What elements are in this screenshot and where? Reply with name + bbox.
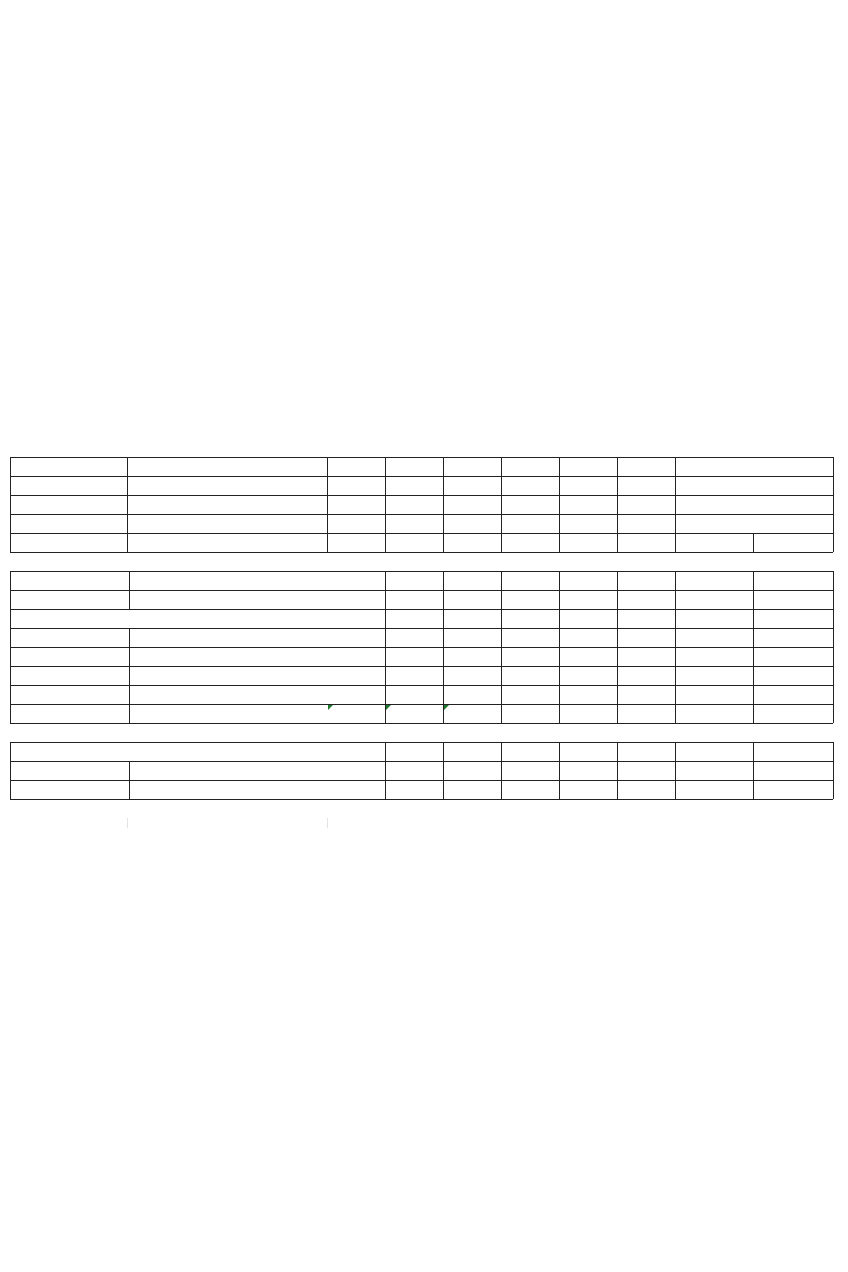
- size-50: [385, 457, 443, 476]
- body-measurement-name: [127, 476, 327, 495]
- measurement-value: [385, 628, 443, 647]
- knit-tolerance: [753, 571, 833, 590]
- textile-tolerance: [675, 666, 753, 685]
- row-border: [10, 457, 833, 458]
- body-measurement-value: [327, 476, 385, 495]
- textile-tolerance: [675, 609, 753, 628]
- measurement-value: [443, 780, 501, 799]
- measurement-value: [385, 590, 443, 609]
- measurement-value: [327, 761, 385, 780]
- row-border: [10, 533, 833, 534]
- knit-tolerance: [753, 742, 833, 761]
- textile-tolerance: [675, 628, 753, 647]
- measurement-value: [385, 780, 443, 799]
- error-indicator-icon: [444, 705, 449, 710]
- column-border: [559, 457, 560, 552]
- measurement-value: [443, 742, 501, 761]
- header-title-line1: [10, 457, 127, 476]
- measurement-value: [385, 609, 443, 628]
- measurement-value: [443, 628, 501, 647]
- column-border: [501, 742, 502, 799]
- column-border: [385, 571, 386, 723]
- column-border: [129, 590, 130, 609]
- textile-tolerance: [675, 590, 753, 609]
- body-measurement-name: [127, 514, 327, 533]
- column-border: [10, 457, 11, 552]
- body-measurement-name: [127, 533, 327, 552]
- column-border: [385, 457, 386, 552]
- measurement-value: [443, 704, 501, 723]
- column-border: [617, 457, 618, 552]
- column-border: [833, 571, 834, 723]
- measurement-value: [327, 685, 385, 704]
- column-border: [753, 533, 754, 552]
- section-title: [10, 723, 833, 742]
- body-measurement-value: [443, 495, 501, 514]
- body-measurement-value: [443, 476, 501, 495]
- measurement-value: [443, 571, 501, 590]
- column-border: [129, 666, 130, 685]
- measurement-value: [385, 666, 443, 685]
- section-title: [10, 552, 833, 571]
- deviation-label-line3: [675, 495, 833, 514]
- body-measurement-value: [327, 533, 385, 552]
- measurement-value: [443, 609, 501, 628]
- deviation-label-line1: [675, 457, 833, 476]
- measurement-value: [327, 742, 385, 761]
- row-border: [10, 514, 833, 515]
- knit-tolerance: [753, 761, 833, 780]
- body-measurement-name: [127, 495, 327, 514]
- knit-tolerance: [753, 628, 833, 647]
- column-border: [617, 742, 618, 799]
- column-border: [443, 742, 444, 799]
- body-measurement-value: [327, 514, 385, 533]
- column-border: [385, 742, 386, 799]
- row-border: [10, 476, 833, 477]
- textile-tolerance: [675, 571, 753, 590]
- column-border: [127, 457, 128, 552]
- measurement-value: [327, 704, 385, 723]
- measurement-value: [443, 685, 501, 704]
- error-indicator-icon: [386, 705, 391, 710]
- measurement-value: [327, 780, 385, 799]
- row-border: [10, 799, 833, 800]
- measurement-value: [385, 704, 443, 723]
- body-measurement-value: [327, 495, 385, 514]
- size-table: [10, 456, 848, 816]
- body-measurement-value: [385, 476, 443, 495]
- column-border: [833, 742, 834, 799]
- measurement-value: [385, 571, 443, 590]
- column-border: [675, 742, 676, 799]
- knit-tolerance: [753, 685, 833, 704]
- body-measurement-value: [385, 533, 443, 552]
- measurement-value: [327, 609, 385, 628]
- column-border: [753, 742, 754, 799]
- column-border: [10, 571, 11, 723]
- column-border: [675, 457, 676, 552]
- column-border: [501, 457, 502, 552]
- textile-tolerance: [675, 685, 753, 704]
- measurement-value: [443, 590, 501, 609]
- column-border: [443, 571, 444, 723]
- textile-tolerance: [675, 761, 753, 780]
- column-border: [559, 571, 560, 723]
- body-measurement-value: [385, 514, 443, 533]
- header-title-line2: [10, 476, 127, 495]
- column-border: [833, 457, 834, 552]
- column-border: [129, 761, 130, 780]
- error-indicator-icon: [328, 705, 333, 710]
- gridline: [327, 818, 328, 828]
- textile-tolerance: [675, 647, 753, 666]
- measurement-value: [327, 571, 385, 590]
- column-border: [501, 571, 502, 723]
- column-border: [753, 571, 754, 723]
- textile-tolerance: [675, 704, 753, 723]
- column-border: [129, 780, 130, 799]
- measurement-value: [385, 685, 443, 704]
- column-border: [559, 742, 560, 799]
- measurement-value: [327, 590, 385, 609]
- column-border: [10, 742, 11, 799]
- textile-tolerance: [675, 742, 753, 761]
- body-measurement-value: [443, 514, 501, 533]
- column-border: [675, 571, 676, 723]
- deviation-label-line2: [675, 476, 833, 495]
- size-52: [443, 457, 501, 476]
- knit-tolerance: [753, 590, 833, 609]
- knit-label: [753, 533, 833, 552]
- knit-tolerance: [753, 666, 833, 685]
- measurement-value: [385, 742, 443, 761]
- size-48: [327, 457, 385, 476]
- measurement-value: [327, 647, 385, 666]
- column-border: [129, 571, 130, 590]
- measurement-value: [385, 647, 443, 666]
- column-border: [443, 457, 444, 552]
- knit-tolerance: [753, 647, 833, 666]
- column-border: [129, 685, 130, 704]
- gridline: [127, 818, 128, 828]
- body-measurement-value: [385, 495, 443, 514]
- measurement-value: [385, 761, 443, 780]
- knit-tolerance: [753, 704, 833, 723]
- textile-tolerance: [675, 780, 753, 799]
- measurement-value: [443, 761, 501, 780]
- measurement-value: [443, 666, 501, 685]
- knit-tolerance: [753, 780, 833, 799]
- measurement-value: [327, 628, 385, 647]
- column-border: [327, 457, 328, 552]
- measurement-value: [327, 666, 385, 685]
- column-border: [129, 647, 130, 666]
- row-border: [10, 495, 833, 496]
- column-border: [129, 628, 130, 647]
- body-measurement-value: [443, 533, 501, 552]
- textile-label: [675, 533, 753, 552]
- measurement-value: [443, 647, 501, 666]
- column-border: [617, 571, 618, 723]
- knit-tolerance: [753, 609, 833, 628]
- column-border: [129, 704, 130, 723]
